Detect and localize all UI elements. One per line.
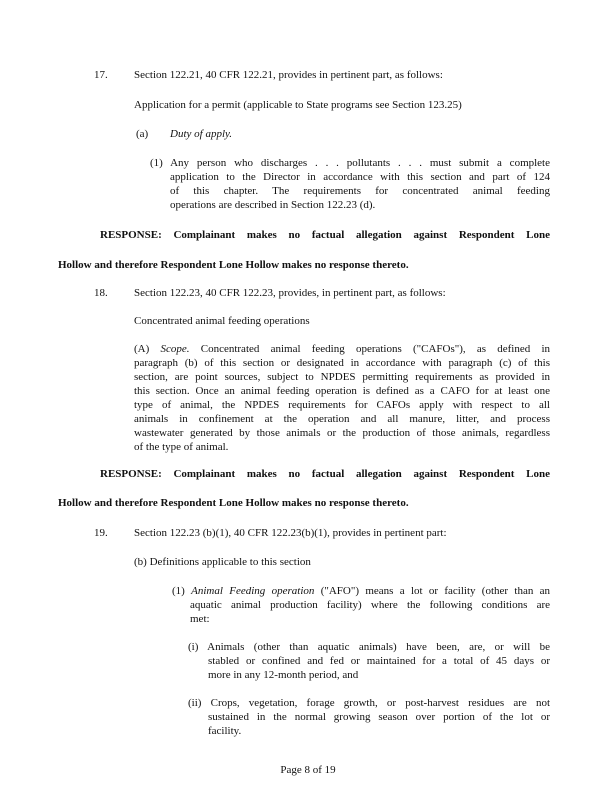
paragraph-19-item1-line2: aquatic animal production facility) where the following conditions are — [190, 599, 550, 611]
paragraph-19-i-line3: more in any 12-month period, and — [208, 669, 359, 681]
paragraph-19-number: 19. — [94, 527, 108, 539]
response-2-line1: RESPONSE: Complainant makes no factual allegation against Respondent Lone — [100, 468, 550, 480]
paragraph-19-i-line2: stabled or confined and fed or maintained for a total of 45 days or — [208, 655, 550, 667]
paragraph-19-item1-line3: met: — [190, 613, 210, 625]
paragraph-17-heading: Section 122.21, 40 CFR 122.21, provides in pertinent part, as follows: — [134, 69, 443, 81]
paragraph-19-heading: Section 122.23 (b)(1), 40 CFR 122.23(b)(1), provides in pertinent part: — [134, 527, 447, 539]
paragraph-17-item1-line1: (1) Any person who discharges . . . pollutants . . . must submit a complete — [150, 157, 550, 169]
paragraph-17-a-title: Duty of apply. — [170, 128, 233, 140]
paragraph-19-i-line1: (i) Animals (other than aquatic animals) have been, are, or will be — [188, 641, 550, 653]
paragraph-18-a-line5: type of animal, the NPDES requirements for CAFOs apply with respect to all — [134, 399, 550, 411]
paragraph-18-a-line1-text: Concentrated animal feeding operations ("CAFOs"), as defined in — [200, 343, 551, 355]
paragraph-18-number: 18. — [94, 287, 108, 299]
paragraph-19-ii-line3: facility. — [208, 725, 242, 737]
paragraph-17-item1-line4: operations are described in Section 122.23 (d). — [170, 199, 376, 211]
paragraph-18-a-line4: this section. Once an animal feeding operation is defined as a CAFO for at least one — [134, 385, 550, 397]
response-2-line2: Hollow and therefore Respondent Lone Hollow makes no response thereto. — [58, 497, 409, 509]
paragraph-18-a-scope: Scope. — [160, 343, 190, 355]
paragraph-17-number: 17. — [94, 69, 108, 81]
paragraph-19-b-heading: (b) Definitions applicable to this section — [134, 556, 311, 568]
paragraph-19-ii-line2: sustained in the normal growing season over portion of the lot or — [208, 711, 550, 723]
paragraph-18-a-line3: section, are point sources, subject to NPDES permitting requirements as provided in — [134, 371, 550, 383]
response-1-line2: Hollow and therefore Respondent Lone Hollow makes no response thereto. — [58, 259, 409, 271]
paragraph-19-item1-line1-rest: ("AFO") means a lot or facility (other than an — [320, 585, 551, 597]
paragraph-17-a-label: (a) — [136, 128, 149, 140]
paragraph-18-a-line7: wastewater generated by those animals or the production of those animals, regardless — [134, 427, 550, 439]
paragraph-18-a-label: (A) — [134, 343, 150, 355]
response-1-line1: RESPONSE: Complainant makes no factual allegation against Respondent Lone — [100, 229, 550, 241]
paragraph-17-subheading: Application for a permit (applicable to State programs see Section 123.25) — [134, 99, 462, 111]
page-number-footer: Page 8 of 19 — [280, 764, 336, 776]
paragraph-17-item1-line3: of this chapter. The requirements for concentrated animal feeding — [170, 185, 550, 197]
paragraph-19-ii-line1: (ii) Crops, vegetation, forage growth, or post-harvest residues are not — [188, 697, 550, 709]
paragraph-18-a-line8: of the type of animal. — [134, 441, 229, 453]
paragraph-19-item1-title: Animal Feeding operation — [191, 585, 315, 597]
paragraph-17-item1-line2: application to the Director in accordance with this section and part of 124 — [170, 171, 550, 183]
paragraph-18-a-line2: paragraph (b) of this section or designated in accordance with paragraph (c) of this — [134, 357, 550, 369]
paragraph-18-a-line6: animals in confinement at the operation and all manure, litter, and process — [134, 413, 550, 425]
paragraph-18-subheading: Concentrated animal feeding operations — [134, 315, 310, 327]
paragraph-18-heading: Section 122.23, 40 CFR 122.23, provides, in pertinent part, as follows: — [134, 287, 446, 299]
paragraph-19-item1-label: (1) — [172, 585, 185, 597]
